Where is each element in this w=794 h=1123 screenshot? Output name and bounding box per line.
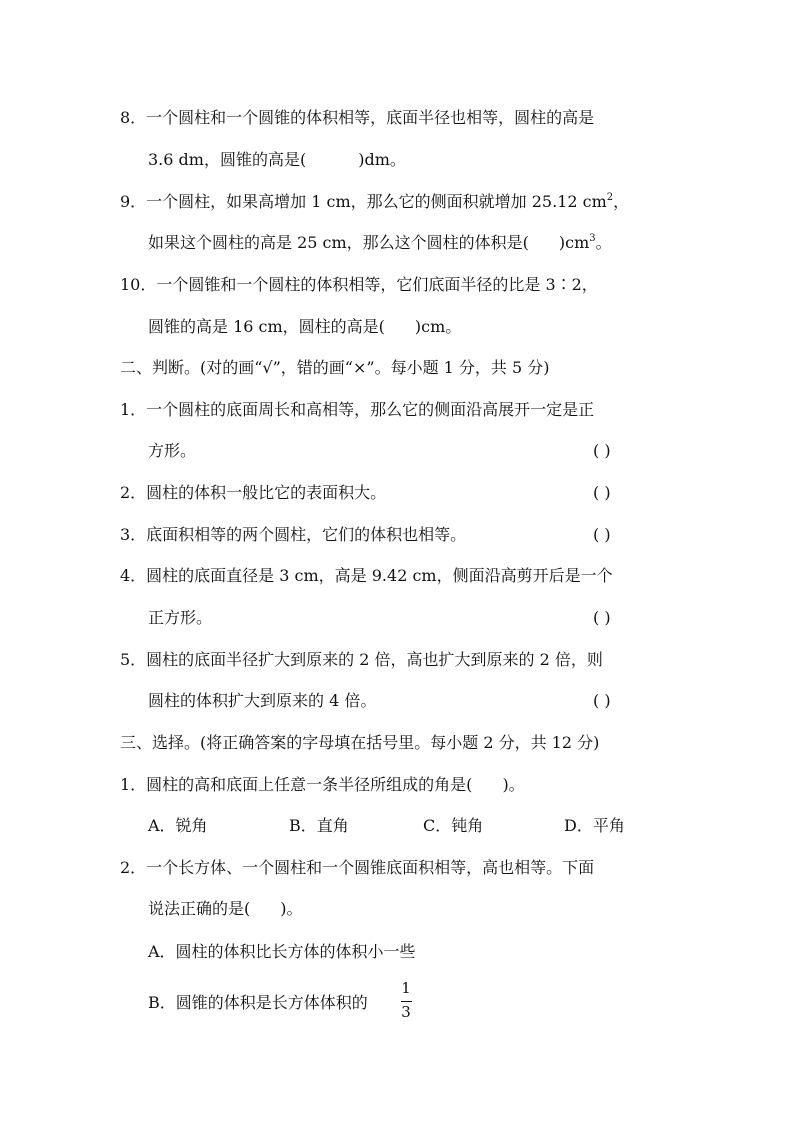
judge-q2-line1: 2．圆柱的体积一般比它的表面积大。 xyxy=(120,483,387,502)
choice-q1-option-b[interactable]: B．直角 xyxy=(289,816,349,835)
q9-line1 xyxy=(120,191,629,213)
q9-text-a: 9．一个圆柱，如果高增加 1 cm，那么它的侧面积就增加 25.12 cm xyxy=(120,192,607,211)
q9-text-e: 。 xyxy=(595,233,612,252)
judge-q4-line2: 正方形。 xyxy=(148,608,213,627)
q8-line1: 8．一个圆柱和一个圆锥的体积相等，底面半径也相等，圆柱的高是 xyxy=(120,108,595,127)
judge-q1-line2: 方形。 xyxy=(148,441,197,460)
judge-q4-answer[interactable]: ( ) xyxy=(593,608,611,627)
choice-header: 三、选择。(将正确答案的字母填在括号里。每小题 2 分，共 12 分) xyxy=(120,733,600,752)
choice-q1-options xyxy=(0,815,794,837)
judge-q3-line1: 3．底面积相等的两个圆柱，它们的体积也相等。 xyxy=(120,525,467,544)
q8-text-a: 3.6 dm，圆锥的高是( xyxy=(148,150,307,169)
q10-line1: 10．一个圆锥和一个圆柱的体积相等，它们底面半径的比是 3∶2， xyxy=(120,275,598,294)
q10-text-a: 圆锥的高是 16 cm，圆柱的高是( xyxy=(148,317,385,336)
choice-q2-option-b[interactable]: B．圆锥的体积是长方体体积的 xyxy=(148,993,368,1012)
choice-q1-line1 xyxy=(120,774,525,796)
choice-q2-text-a: 说法正确的是( xyxy=(148,899,251,918)
q9-line2 xyxy=(148,232,612,254)
fraction-one-third xyxy=(399,979,413,1027)
q10-line2 xyxy=(148,316,461,338)
judge-q5-line1: 5．圆柱的底面半径扩大到原来的 2 倍，高也扩大到原来的 2 倍，则 xyxy=(120,650,603,669)
choice-q1-text-b: )。 xyxy=(502,775,525,794)
fraction-denominator: 3 xyxy=(401,1003,411,1021)
q10-text-b: )cm。 xyxy=(414,317,462,336)
judge-q1-line1: 1．一个圆柱的底面周长和高相等，那么它的侧面沿高展开一定是正 xyxy=(120,400,595,419)
q9-sup2: 3 xyxy=(589,233,596,244)
judge-q5-line2: 圆柱的体积扩大到原来的 4 倍。 xyxy=(148,691,377,710)
judge-q2-answer[interactable]: ( ) xyxy=(593,483,611,502)
judge-q5-answer[interactable]: ( ) xyxy=(593,691,611,710)
choice-q2-line2 xyxy=(148,898,303,920)
q9-sup: 2 xyxy=(606,192,614,203)
fraction-bar xyxy=(401,1001,412,1002)
q8-text-b: )dm。 xyxy=(358,150,406,169)
judge-q3-answer[interactable]: ( ) xyxy=(593,525,611,544)
q9-text-d: )cm xyxy=(558,233,590,252)
q8-line2 xyxy=(148,149,406,171)
q9-text-b: ， xyxy=(613,192,630,211)
choice-q1-text-a: 1．圆柱的高和底面上任意一条半径所组成的角是( xyxy=(120,775,473,794)
choice-q1-option-d[interactable]: D．平角 xyxy=(564,816,625,835)
choice-q2-option-a[interactable]: A．圆柱的体积比长方体的体积小一些 xyxy=(148,942,416,961)
judge-header: 二、判断。(对的画“√”，错的画“×”。每小题 1 分，共 5 分) xyxy=(120,358,550,377)
judge-q1-answer[interactable]: ( ) xyxy=(593,441,611,460)
choice-q1-option-c[interactable]: C．钝角 xyxy=(423,816,484,835)
judge-q4-line1: 4．圆柱的底面直径是 3 cm，高是 9.42 cm，侧面沿高剪开后是一个 xyxy=(120,566,613,585)
q9-text-c: 如果这个圆柱的高是 25 cm，那么这个圆柱的体积是( xyxy=(148,233,529,252)
choice-q1-option-a[interactable]: A．锐角 xyxy=(148,816,208,835)
choice-q2-text-b: )。 xyxy=(280,899,303,918)
fraction-numerator: 1 xyxy=(401,979,411,997)
choice-q2-line1: 2．一个长方体、一个圆柱和一个圆锥底面积相等，高也相等。下面 xyxy=(120,858,595,877)
